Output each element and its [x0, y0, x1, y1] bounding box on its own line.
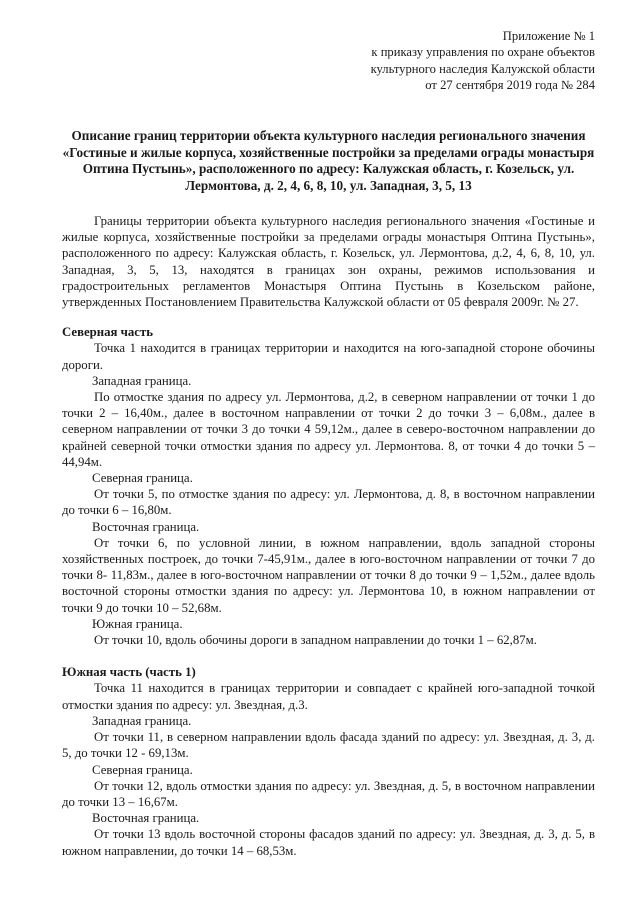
document-body — [62, 213, 595, 859]
south1-start-point: Точка 11 находится в границах территории и совпадает с крайней юго-западной точкой отмостки здания по адресу: ул. Звездная, д.3. — [62, 681, 595, 712]
section-heading-north: Северная часть — [62, 325, 154, 340]
south1-north-text: От точки 12, вдоль отмостки здания по адресу: ул. Звездная, д. 5, в восточном направлении до точки 13 – 16,67м. — [62, 778, 595, 809]
appendix-block — [371, 28, 595, 93]
north-north-label: Северная граница. — [92, 471, 193, 486]
document-title: Описание границ территории объекта культурного наследия регионального значения «Гостиные и жилые корпуса, хозяйственные постройки за пределами ограды монастыря Оптина Пустынь», расположенного по адресу: Калужская область, г. Козельск, ул. Лермонтова, д. 2, 4, 6, 8, 10, ул. Западная, 3, 5, 13 — [62, 128, 595, 193]
south1-west-text: От точки 11, в северном направлении вдоль фасада зданий по адресу: ул. Звездная, д. 3, д. 5, до точки 12 - 69,13м. — [62, 730, 595, 761]
appendix-line: Приложение № 1 — [502, 29, 595, 43]
south1-west-label: Западная граница. — [92, 713, 192, 728]
appendix-line: культурного наследия Калужской области — [370, 61, 595, 76]
north-start-point: Точка 1 находится в границах территории и находится на юго-западной стороне обочины дороги. — [62, 341, 595, 372]
north-east-label: Восточная граница. — [92, 519, 200, 534]
appendix-line: от 27 сентября 2019 года № 284 — [425, 77, 595, 92]
south1-north-label: Северная граница. — [92, 762, 193, 777]
north-south-text: От точки 10, вдоль обочины дороги в западном направлении до точки 1 – 62,87м. — [94, 633, 537, 648]
north-south-label: Южная граница. — [92, 616, 183, 631]
north-west-label: Западная граница. — [92, 373, 192, 388]
north-west-text: По отмостке здания по адресу ул. Лермонтова, д.2, в северном направлении от точки 1 до точки 2 – 16,40м., далее в восточном направлении от точки 2 до точки 3 – 6,08м., далее в северном направлении от точки 3 до точки 4 59,12м., далее в северо-восточном направлении до крайней северной точки отмостки здания по адресу ул. Лермонтова. 8, от точки 4 до точки 5 – 44,94м. — [62, 390, 595, 469]
north-east-text: От точки 6, по условной линии, в южном направлении, вдоль западной стороны хозяйственных построек, до точки 7-45,91м., далее в юго-восточном направлении от точки 7 до точки 8- 11,83м., далее в юго-восточном направлении от точки 8 до точки 9 – 1,52м., далее вдоль восточной стороны отмостки здания по адресу: ул. Лермонтова 10, в южном направлении от точки 9 до точки 10 – 52,68м. — [62, 535, 595, 615]
north-north-text: От точки 5, по отмостке здания по адресу: ул. Лермонтова, д. 8, в восточном направлении до точки 6 – 16,80м. — [62, 487, 595, 518]
south1-east-label: Восточная граница. — [92, 811, 200, 826]
section-heading-south-1: Южная часть (часть 1) — [62, 665, 196, 680]
south1-east-text: От точки 13 вдоль восточной стороны фасадов зданий по адресу: ул. Звездная, д. 3, д. 5, в южном направлении, до точки 14 – 68,53м. — [62, 827, 595, 858]
appendix-line: к приказу управления по охране объектов — [371, 45, 595, 60]
intro-paragraph: Границы территории объекта культурного наследия регионального значения «Гостиные и жилые корпуса, хозяйственные постройки за пределами ограды монастыря Оптина Пустынь», расположенного по адресу: Калужская область, г. Козельск, ул. Лермонтова, д.2, 4, 6, 8, 10, ул. Западная, 3, 5, 13, находятся в границах зон охраны, режимов использования и градостроительных регламентов Монастыря Оптина Пустынь в Козельском районе, утвержденных Постановлением Правительства Калужской области от 05 февраля 2009г. № 27. — [62, 214, 595, 310]
